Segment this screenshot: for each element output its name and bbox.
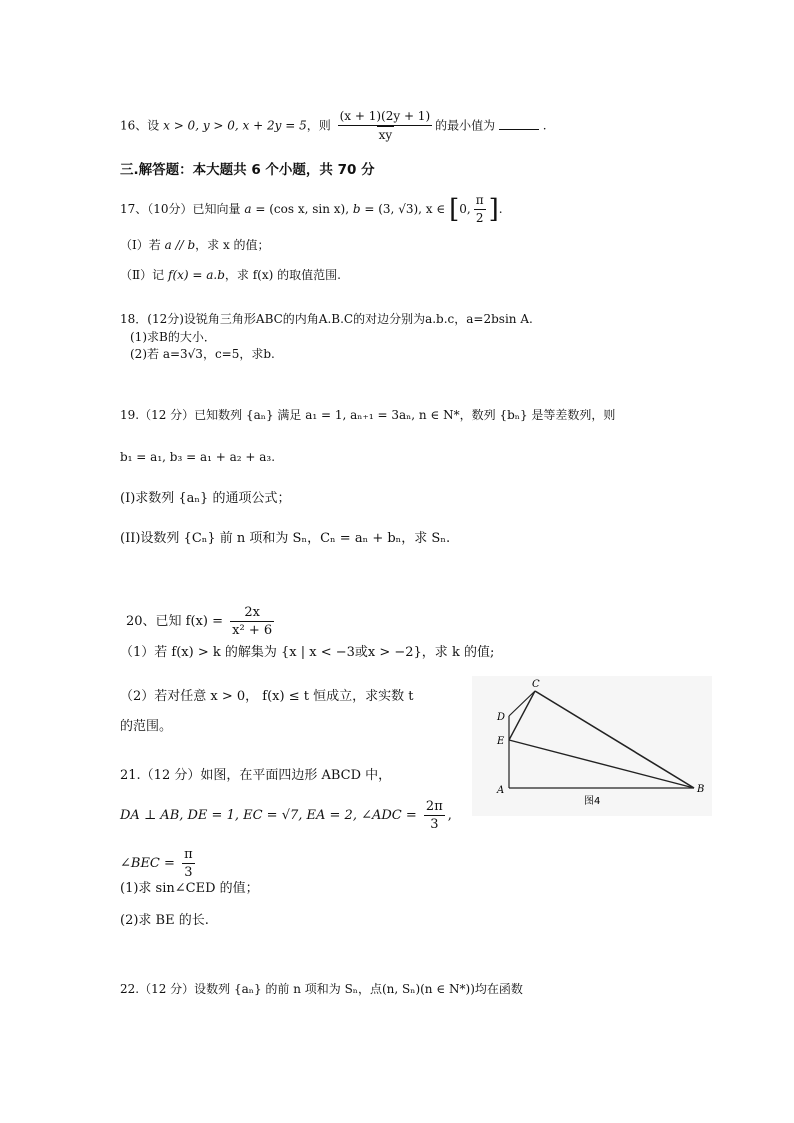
q17-pi-den: 2 xyxy=(475,211,484,225)
q17-b-val: = (3, √3), x ∈ xyxy=(364,202,446,216)
q20-head xyxy=(126,604,277,639)
q17-pi-fraction xyxy=(474,192,486,227)
vector-a: a xyxy=(244,202,252,216)
q16-label: 16、设 xyxy=(120,118,160,133)
q21-cond1-text: DA ⊥ AB, DE = 1, EC = √7, EA = 2, ∠ADC = xyxy=(120,808,417,823)
q21-adc-num: 2π xyxy=(425,799,443,814)
q21-adc-den: 3 xyxy=(430,817,439,832)
q17-part1-label: （Ⅰ）若 xyxy=(120,238,161,252)
q16-tail: 的最小值为 xyxy=(435,118,496,133)
q17-part2-tail: ，求 f(x) 的取值范围. xyxy=(224,268,341,282)
q17-part2-label: （Ⅱ）记 xyxy=(120,268,165,282)
q21-part1: (1)求 sin∠CED 的值； xyxy=(120,881,259,896)
q16-fraction xyxy=(338,108,433,144)
answer-blank xyxy=(499,117,539,130)
q16-den: xy xyxy=(378,128,393,142)
q16: 16、设 x > 0, y > 0, x + 2y = 5，则 $\frac{(x + 1)(2y + 1)}{xy}$ 的最小值为 . xyxy=(120,109,547,142)
q20-head-text: 20、已知 f(x) = xyxy=(126,614,223,629)
q17-a-val: = (cos x, sin x), xyxy=(255,202,350,216)
q19-head: 19.（12 分）已知数列 {aₙ} 满足 a₁ = 1, aₙ₊₁ = 3aₙ, n ∈ N*，数列 {bₙ} 是等差数列，则 xyxy=(120,408,616,422)
q21-head: 21.（12 分）如图，在平面四边形 ABCD 中， xyxy=(120,768,392,783)
label-a: A xyxy=(497,785,505,796)
q16-then: ，则 xyxy=(306,118,331,133)
q18-head: 18．(12分)设锐角三角形ABC的内角A.B.C的对边分别为a.b.c，a=2bsin A. xyxy=(120,312,533,326)
q21-adc-fraction xyxy=(424,798,445,833)
q21-part2: (2)求 BE 的长. xyxy=(120,913,209,928)
q20-part1: （1）若 f(x) > k 的解集为 {x | x < −3或x > −2}，求 k 的值; xyxy=(120,645,495,660)
q20-num: 2x xyxy=(230,604,274,622)
q17: 17、（10分）已知向量 a = (cos x, sin x), b = (3, √3), x ∈ [0, $\frac{\pi}{2}$ ]. xyxy=(120,193,503,225)
figure-4 xyxy=(472,676,712,816)
q20-den: x² + 6 xyxy=(232,623,273,638)
figure-caption: 图4 xyxy=(584,796,601,807)
q21-cond2 xyxy=(120,846,198,881)
q21-bec-fraction xyxy=(182,846,195,881)
q18-part1: (1)求B的大小． xyxy=(130,330,216,344)
q17-part1 xyxy=(120,236,270,254)
q17-part2 xyxy=(120,266,341,284)
q19-part2: (II)设数列 {Cₙ} 前 n 项和为 Sₙ，Cₙ = aₙ + bₙ，求 Sₙ. xyxy=(120,531,451,546)
section-title: 三.解答题：本大题共 6 个小题，共 70 分 xyxy=(120,162,375,178)
q19-cond: b₁ = a₁, b₃ = a₁ + a₂ + a₃. xyxy=(120,450,276,464)
label-d: D xyxy=(497,712,506,723)
q21-bec-num: π xyxy=(184,847,193,862)
q22-head: 22.（12 分）设数列 {aₙ} 的前 n 项和为 Sₙ，点(n, Sₙ)(n ∈ N*))均在函数 xyxy=(120,982,523,996)
q19-part1: (I)求数列 {aₙ} 的通项公式； xyxy=(120,491,291,506)
q16-num: (x + 1)(2y + 1) xyxy=(338,108,433,126)
q16-cond: x > 0, y > 0, x + 2y = 5 xyxy=(163,118,307,133)
q17-part2-expr: f(x) = a.b xyxy=(168,268,225,282)
q17-pi-num: π xyxy=(474,192,486,210)
label-e: E xyxy=(497,736,505,747)
q21-cond1: DA ⊥ AB, DE = 1, EC = √7, EA = 2, ∠ADC = $\frac{2\pi}{3}$ , xyxy=(120,799,452,832)
q21-bec-den: 3 xyxy=(184,865,193,880)
q21-cond2-text: ∠BEC = xyxy=(120,856,175,871)
q20-fraction xyxy=(230,604,274,639)
label-b: B xyxy=(697,784,705,795)
q17-head: 17、（10分）已知向量 xyxy=(120,202,241,216)
q17-part1-tail: ，求 x 的值； xyxy=(195,238,270,252)
q20-part2a: （2）若对任意 x > 0， f(x) ≤ t 恒成立，求实数 t xyxy=(120,689,414,704)
vector-b: b xyxy=(352,202,361,216)
q17-interval-left: 0, xyxy=(459,202,471,216)
figure-background xyxy=(472,676,712,816)
q20-part2b: 的范围。 xyxy=(120,719,173,734)
label-c: C xyxy=(532,679,540,690)
q18-part2: (2)若 a=3√3，c=5，求b. xyxy=(130,347,275,361)
q17-part1-rel: a // b xyxy=(164,238,196,252)
